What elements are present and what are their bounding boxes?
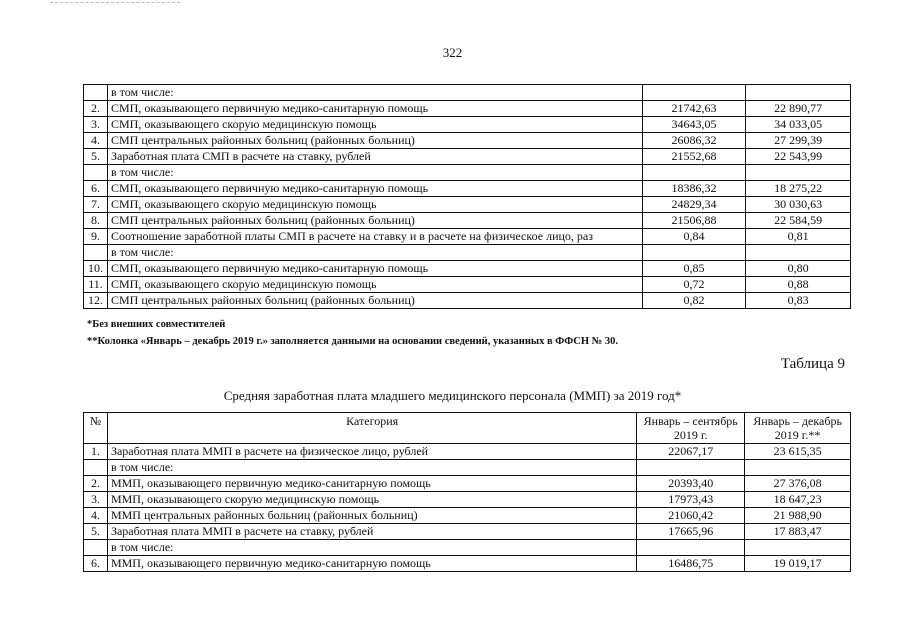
row-number-cell: 2. (84, 101, 108, 117)
category-cell: СМП, оказывающего первичную медико-санитарную помощь (107, 101, 642, 117)
value-jan-sep-cell (642, 245, 746, 261)
table-row (84, 181, 851, 197)
table-row (84, 197, 851, 213)
value-jan-sep-cell: 26086,32 (642, 133, 746, 149)
value-jan-dec-cell: 22 890,77 (746, 101, 851, 117)
value-jan-sep-cell: 18386,32 (642, 181, 746, 197)
header-jan-dec (745, 413, 851, 444)
value-jan-sep-cell: 21060,42 (637, 508, 745, 524)
table-row (84, 149, 851, 165)
value-jan-sep-cell (642, 165, 746, 181)
value-jan-sep-cell: 21552,68 (642, 149, 746, 165)
value-jan-sep-cell (642, 85, 746, 101)
table-row (84, 213, 851, 229)
table-row (84, 117, 851, 133)
value-jan-dec-cell: 30 030,63 (746, 197, 851, 213)
table-row (84, 508, 851, 524)
row-number-cell: 11. (84, 277, 108, 293)
category-cell: Соотношение заработной платы СМП в расчете на ставку и в расчете на физическое лицо, раз (107, 229, 642, 245)
category-cell: СМП, оказывающего скорую медицинскую помощь (107, 277, 642, 293)
header-num: № (84, 413, 108, 444)
row-number-cell (84, 165, 108, 181)
row-number-cell: 6. (84, 181, 108, 197)
table-row (84, 476, 851, 492)
header-jan-sep-line2: 2019 г. (673, 428, 708, 442)
value-jan-dec-cell: 27 376,08 (745, 476, 851, 492)
value-jan-dec-cell: 18 647,23 (745, 492, 851, 508)
value-jan-dec-cell (746, 245, 851, 261)
value-jan-dec-cell (745, 460, 851, 476)
value-jan-dec-cell: 18 275,22 (746, 181, 851, 197)
category-cell: ММП, оказывающего первичную медико-санитарную помощь (107, 556, 636, 572)
category-cell: СМП центральных районных больниц (районных больниц) (107, 133, 642, 149)
value-jan-sep-cell: 24829,34 (642, 197, 746, 213)
value-jan-sep-cell: 21506,88 (642, 213, 746, 229)
scan-artifact (50, 2, 180, 5)
category-cell: ММП, оказывающего скорую медицинскую помощь (107, 492, 636, 508)
value-jan-dec-cell: 34 033,05 (746, 117, 851, 133)
table-row (84, 261, 851, 277)
footnote-column-source: **Колонка «Январь – декабрь 2019 г.» заполняется данными на основании сведений, указанных в ФФСН № 30. (87, 336, 618, 347)
value-jan-dec-cell: 22 584,59 (746, 213, 851, 229)
table-row (84, 101, 851, 117)
value-jan-sep-cell: 0,72 (642, 277, 746, 293)
category-cell: ММП, оказывающего первичную медико-санитарную помощь (107, 476, 636, 492)
table-row (84, 492, 851, 508)
table-header-row (84, 413, 851, 444)
row-number-cell: 12. (84, 293, 108, 309)
row-number-cell: 1. (84, 444, 108, 460)
category-cell: СМП, оказывающего скорую медицинскую помощь (107, 117, 642, 133)
value-jan-sep-cell (637, 460, 745, 476)
header-category: Категория (107, 413, 636, 444)
value-jan-dec-cell (746, 165, 851, 181)
header-jan-sep-line1: Январь – сентябрь (643, 414, 738, 428)
salary-table-continued (83, 84, 851, 309)
value-jan-sep-cell: 21742,63 (642, 101, 746, 117)
row-number-cell: 4. (84, 133, 108, 149)
table-row (84, 524, 851, 540)
value-jan-sep-cell: 16486,75 (637, 556, 745, 572)
row-number-cell: 5. (84, 149, 108, 165)
footnote-external-part-timers: *Без внешних совместителей (87, 319, 226, 330)
value-jan-dec-cell (746, 85, 851, 101)
value-jan-dec-cell: 27 299,39 (746, 133, 851, 149)
junior-staff-salary-table (83, 412, 851, 572)
category-cell: Заработная плата СМП в расчете на ставку, рублей (107, 149, 642, 165)
category-cell: СМП, оказывающего первичную медико-санитарную помощь (107, 261, 642, 277)
value-jan-sep-cell: 17665,96 (637, 524, 745, 540)
value-jan-sep-cell: 0,82 (642, 293, 746, 309)
header-jan-sep (637, 413, 745, 444)
table-row (84, 245, 851, 261)
table-row (84, 556, 851, 572)
table-row (84, 85, 851, 101)
table-title: Средняя заработная плата младшего медицинского персонала (ММП) за 2019 год* (223, 388, 682, 403)
category-cell: в том числе: (107, 460, 636, 476)
value-jan-dec-cell: 21 988,90 (745, 508, 851, 524)
value-jan-sep-cell: 34643,05 (642, 117, 746, 133)
value-jan-sep-cell: 20393,40 (637, 476, 745, 492)
table-row (84, 444, 851, 460)
row-number-cell: 7. (84, 197, 108, 213)
category-cell: ММП центральных районных больниц (районных больниц) (107, 508, 636, 524)
header-jan-dec-line1: Январь – декабрь (753, 414, 842, 428)
value-jan-dec-cell: 0,80 (746, 261, 851, 277)
value-jan-sep-cell: 0,85 (642, 261, 746, 277)
table-row (84, 540, 851, 556)
value-jan-dec-cell: 0,83 (746, 293, 851, 309)
category-cell: Заработная плата ММП в расчете на ставку, рублей (107, 524, 636, 540)
category-cell: СМП центральных районных больниц (районных больниц) (107, 213, 642, 229)
row-number-cell: 5. (84, 524, 108, 540)
category-cell: в том числе: (107, 245, 642, 261)
row-number-cell: 6. (84, 556, 108, 572)
value-jan-dec-cell: 0,88 (746, 277, 851, 293)
table-row (84, 165, 851, 181)
category-cell: СМП центральных районных больниц (районных больниц) (107, 293, 642, 309)
category-cell: СМП, оказывающего скорую медицинскую помощь (107, 197, 642, 213)
value-jan-dec-cell: 22 543,99 (746, 149, 851, 165)
row-number-cell: 8. (84, 213, 108, 229)
category-cell: СМП, оказывающего первичную медико-санитарную помощь (107, 181, 642, 197)
value-jan-sep-cell (637, 540, 745, 556)
table-row (84, 277, 851, 293)
category-cell: в том числе: (107, 165, 642, 181)
value-jan-sep-cell: 22067,17 (637, 444, 745, 460)
row-number-cell: 10. (84, 261, 108, 277)
value-jan-dec-cell: 0,81 (746, 229, 851, 245)
value-jan-sep-cell: 17973,43 (637, 492, 745, 508)
row-number-cell: 3. (84, 117, 108, 133)
value-jan-sep-cell: 0,84 (642, 229, 746, 245)
row-number-cell: 4. (84, 508, 108, 524)
table-row (84, 133, 851, 149)
value-jan-dec-cell (745, 540, 851, 556)
row-number-cell (84, 85, 108, 101)
category-cell: в том числе: (107, 540, 636, 556)
value-jan-dec-cell: 23 615,35 (745, 444, 851, 460)
row-number-cell: 3. (84, 492, 108, 508)
page-number: 322 (442, 45, 463, 60)
table-row (84, 229, 851, 245)
category-cell: Заработная плата ММП в расчете на физическое лицо, рублей (107, 444, 636, 460)
table-number-label: Таблица 9 (780, 356, 845, 372)
table-row (84, 460, 851, 476)
row-number-cell (84, 460, 108, 476)
row-number-cell (84, 540, 108, 556)
header-jan-dec-line2: 2019 г.** (774, 428, 821, 442)
row-number-cell: 2. (84, 476, 108, 492)
row-number-cell (84, 245, 108, 261)
table-row (84, 293, 851, 309)
category-cell: в том числе: (107, 85, 642, 101)
row-number-cell: 9. (84, 229, 108, 245)
value-jan-dec-cell: 19 019,17 (745, 556, 851, 572)
value-jan-dec-cell: 17 883,47 (745, 524, 851, 540)
